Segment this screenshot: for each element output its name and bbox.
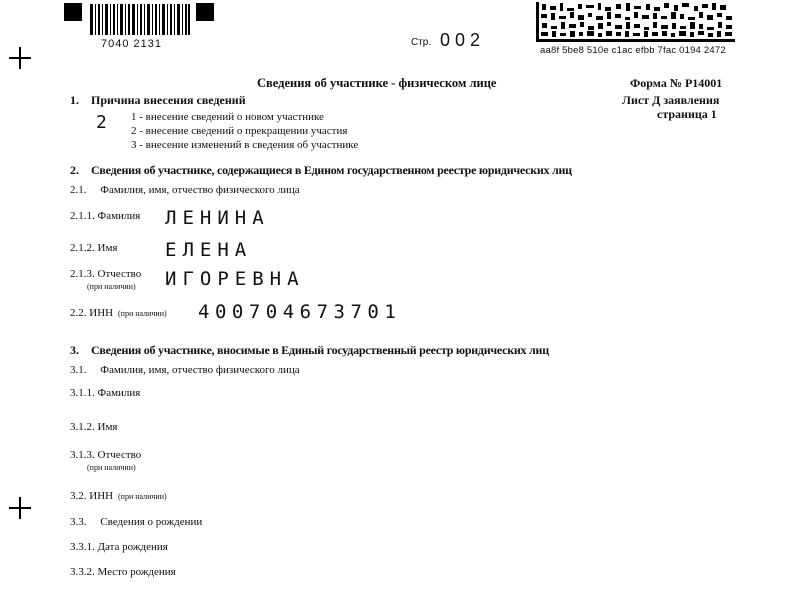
section2-title: Сведения об участнике, содержащиеся в Едином государственном реестре юридических лиц [91, 163, 572, 177]
page-number: 002 [440, 30, 486, 50]
section2-patronymic-label: 2.1.3. Отчество [70, 268, 142, 280]
reason-option-1: 1 - внесение сведений о новом участнике [131, 111, 324, 123]
matrix-code-text: aa8f 5be8 510e c1ac efbb 7fac 0194 2472 [540, 45, 726, 56]
section3-number: 3. [70, 343, 79, 357]
section2-inn-value[interactable]: 400704673701 [198, 301, 402, 323]
reason-option-3: 3 - внесение изменений в сведения об участнике [131, 139, 359, 151]
section3-surname-label: 3.1.1. Фамилия [70, 387, 141, 399]
form-title: Сведения об участнике - физическом лице [257, 76, 497, 90]
section2-inn-label: 2.2. ИНН [70, 307, 114, 319]
form-number: Форма № Р14001 [630, 76, 723, 90]
section2-surname-value[interactable]: ЛЕНИНА [165, 207, 270, 229]
reason-value[interactable]: 2 [96, 112, 113, 133]
section2-name-value[interactable]: ЕЛЕНА [165, 239, 253, 261]
barcode-number: 7040 2131 [101, 38, 162, 50]
section3-fio-label: 3.1. Фамилия, имя, отчество физического лица [70, 364, 300, 376]
form-sheet: Лист Д заявления [622, 93, 720, 107]
registration-cross-top [9, 47, 31, 69]
section2-inn-note: (при наличии) [118, 309, 167, 318]
section1-number: 1. [70, 93, 79, 107]
page-label: Стр. [411, 37, 432, 48]
section2-fio-label: 2.1. Фамилия, имя, отчество физического лица [70, 184, 300, 196]
section3-title: Сведения об участнике, вносимые в Единый государственный реестр юридических лиц [91, 343, 549, 357]
section3-birth-date-label: 3.3.1. Дата рождения [70, 541, 168, 553]
registration-square-right [196, 3, 214, 21]
section2-patronymic-value[interactable]: ИГОРЕВНА [165, 268, 305, 290]
section2-number: 2. [70, 163, 79, 177]
registration-cross-bottom [9, 497, 31, 519]
section3-name-label: 3.1.2. Имя [70, 421, 118, 433]
section3-inn-label: 3.2. ИНН [70, 490, 114, 502]
linear-barcode [90, 4, 190, 35]
reason-option-2: 2 - внесение сведений о прекращении участия [131, 125, 348, 137]
section1-title: Причина внесения сведений [91, 93, 246, 107]
section2-surname-label: 2.1.1. Фамилия [70, 210, 141, 222]
section3-patronymic-note: (при наличии) [87, 463, 136, 472]
section3-birth-place-label: 3.3.2. Место рождения [70, 566, 176, 578]
section3-inn-note: (при наличии) [118, 492, 167, 501]
section3-patronymic-label: 3.1.3. Отчество [70, 449, 142, 461]
matrix-barcode [536, 2, 735, 42]
registration-square-left [64, 3, 82, 21]
section3-birth-label: 3.3. Сведения о рождении [70, 516, 203, 528]
section2-name-label: 2.1.2. Имя [70, 242, 118, 254]
section2-patronymic-note: (при наличии) [87, 282, 136, 291]
form-page: страница 1 [657, 107, 717, 121]
